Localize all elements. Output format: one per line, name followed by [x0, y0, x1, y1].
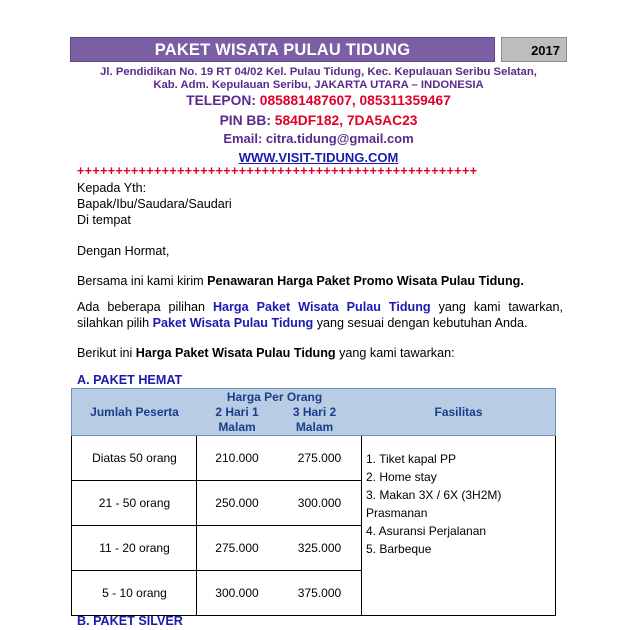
divider-line: ++++++++++++++++++++++++++++++++++++++++++++++++++++	[77, 164, 478, 178]
fasilitas-item: 1. Tiket kapal PP	[366, 452, 457, 466]
email-line: Email: citra.tidung@gmail.com	[223, 131, 414, 146]
cell-jumlah: 21 - 50 orang	[98, 496, 171, 510]
greeting-line: Dengan Hormat,	[77, 244, 170, 258]
header-3-hari-line1: 3 Hari 2	[292, 405, 337, 419]
choose-text-b: yang sesuai dengan kebutuhan Anda.	[313, 316, 528, 330]
pin-label: PIN BB:	[219, 113, 271, 128]
phone-value: 085881487607, 085311359467	[259, 93, 451, 108]
paragraph-choices-line1	[77, 299, 563, 315]
table-body	[71, 436, 556, 616]
choices-text-b: yang kami tawarkan,	[430, 300, 563, 314]
header-harga-per-orang: Harga Per Orang	[226, 390, 323, 404]
phone-label: TELEPON:	[186, 93, 256, 108]
cell-harga-2-hari: 210.000	[215, 451, 259, 465]
cell-harga-3-hari: 300.000	[297, 496, 342, 510]
section-heading-a: A. PAKET HEMAT	[77, 373, 183, 387]
header-2-hari	[197, 405, 277, 435]
recipient-line: Bapak/Ibu/Saudara/Saudari	[77, 197, 232, 211]
website-link[interactable]: WWW.VISIT-TIDUNG.COM	[238, 150, 399, 165]
table-header	[71, 388, 556, 436]
paragraph-choices-line2	[77, 315, 563, 331]
phone-line	[70, 93, 567, 108]
choices-highlight: Harga Paket Wisata Pulau Tidung	[212, 300, 431, 314]
prices-bold: Harga Paket Wisata Pulau Tidung	[135, 346, 336, 360]
prices-text-b: yang kami tawarkan:	[335, 346, 455, 360]
cell-harga-2-hari: 275.000	[215, 541, 259, 555]
choices-text-a: Ada beberapa pilihan	[77, 300, 213, 314]
choose-highlight: Paket Wisata Pulau Tidung	[152, 316, 314, 330]
cell-harga-3-hari: 275.000	[297, 451, 342, 465]
table-row	[72, 481, 362, 526]
header-3-hari-line2: Malam	[295, 420, 334, 434]
header-3-hari	[277, 405, 352, 435]
header-banner	[70, 37, 567, 62]
table-row	[72, 436, 362, 481]
fasilitas-item: Prasmanan	[366, 506, 428, 520]
cell-jumlah: 5 - 10 orang	[102, 586, 167, 600]
to-line: Kepada Yth:	[77, 181, 147, 195]
paragraph-prices	[77, 345, 563, 361]
pin-line	[70, 113, 567, 128]
section-heading-b: B. PAKET SILVER	[77, 614, 183, 628]
cell-jumlah: Diatas 50 orang	[92, 451, 177, 465]
fasilitas-item: 5. Barbeque	[366, 542, 432, 556]
paragraph-offer	[77, 273, 563, 289]
cell-harga-2-hari: 300.000	[215, 586, 259, 600]
header-2-hari-line2: Malam	[218, 420, 256, 434]
table-row	[72, 571, 362, 616]
header-fasilitas: Fasilitas	[434, 405, 483, 419]
price-table	[71, 388, 556, 616]
cell-harga-2-hari: 250.000	[215, 496, 259, 510]
cell-harga-3-hari: 325.000	[297, 541, 342, 555]
header-jumlah-peserta: Jumlah Peserta	[90, 405, 179, 419]
address-line-1: Jl. Pendidikan No. 19 RT 04/02 Kel. Pulau Tidung, Kec. Kepulauan Seribu Selatan,	[100, 66, 537, 78]
offer-bold: Penawaran Harga Paket Promo Wisata Pulau Tidung.	[207, 274, 524, 288]
cell-jumlah: 11 - 20 orang	[99, 541, 170, 555]
cell-harga-3-hari: 375.000	[297, 586, 342, 600]
year-badge: 2017	[501, 37, 567, 62]
choose-text-a: silahkan pilih	[77, 316, 153, 330]
offer-prefix: Bersama ini kami kirim	[77, 274, 208, 288]
fasilitas-item: 3. Makan 3X / 6X (3H2M)	[366, 488, 502, 502]
fasilitas-list	[366, 450, 501, 558]
fasilitas-item: 4. Asuransi Perjalanan	[366, 524, 487, 538]
prices-text-a: Berikut ini	[77, 346, 136, 360]
fasilitas-item: 2. Home stay	[366, 470, 437, 484]
header-2-hari-line1: 2 Hari 1	[215, 405, 259, 419]
page-title: PAKET WISATA PULAU TIDUNG	[70, 37, 495, 62]
place-line: Di tempat	[77, 213, 131, 227]
table-row	[72, 526, 362, 571]
address-line-2: Kab. Adm. Kepulauan Seribu, JAKARTA UTARA – INDONESIA	[153, 79, 484, 91]
pin-value: 584DF182, 7DA5AC23	[274, 113, 418, 128]
